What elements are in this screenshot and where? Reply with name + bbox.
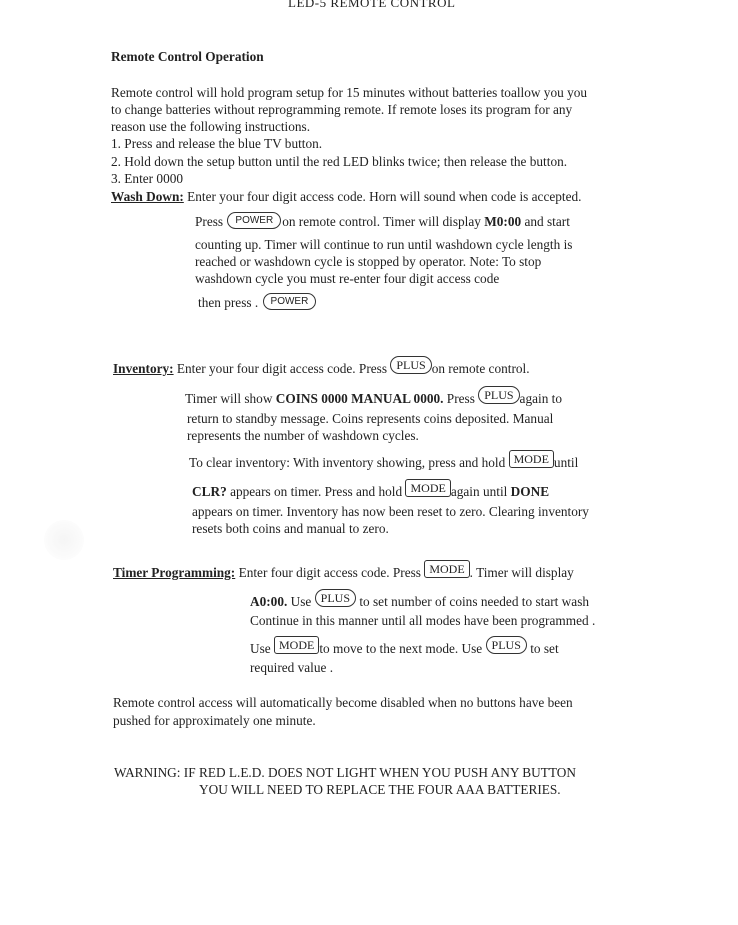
plus-button-icon-2: PLUS — [478, 386, 519, 404]
access-line-1: Remote control access will automatically become disabled when no buttons have been — [113, 695, 573, 710]
wash-down-label: Wash Down: — [111, 189, 184, 204]
inventory-line-1: Inventory: Enter your four digit access code. Press PLUS on remote control. — [113, 358, 530, 376]
wash-down-line-1: Wash Down: Enter your four digit access code. Horn will sound when code is accepted. — [111, 189, 582, 204]
timer-line-2: A0:00. Use PLUS to set number of coins needed to start wash — [250, 591, 590, 609]
wash-down-line-2: Press POWER on remote control. Timer will display M0:00 and start — [195, 214, 570, 229]
inventory-line-8: resets both coins and manual to zero. — [192, 521, 389, 536]
mode-button-icon-3: MODE — [424, 560, 469, 578]
inventory-line-5: To clear inventory: With inventory showing, press and hold MODE until — [189, 452, 579, 470]
section-title: Remote Control Operation — [111, 49, 264, 64]
plus-button-icon: PLUS — [390, 356, 431, 374]
warning-line-2: YOU WILL NEED TO REPLACE THE FOUR AAA BATTERIES. — [199, 782, 561, 797]
wash-down-line-4: reached or washdown cycle is stopped by operator. Note: To stop — [195, 254, 542, 269]
warning-line-1: WARNING: IF RED L.E.D. DOES NOT LIGHT WHEN YOU PUSH ANY BUTTON — [114, 765, 576, 780]
timer-programming-label: Timer Programming: — [113, 565, 236, 580]
inventory-line-6: CLR? appears on timer. Press and hold MODE again until DONE — [192, 481, 550, 499]
access-line-2: pushed for approximately one minute. — [113, 713, 316, 728]
mode-button-icon-2: MODE — [405, 479, 450, 497]
inventory-line-7: appears on timer. Inventory has now been reset to zero. Clearing inventory — [192, 504, 589, 519]
timer-line-1: Timer Programming: Enter four digit access code. Press MODE . Timer will display — [113, 562, 574, 580]
wash-down-line-3: counting up. Timer will continue to run until washdown cycle length is — [195, 237, 573, 252]
power-button-icon-2: POWER — [263, 293, 317, 310]
timer-line-4: Use MODE to move to the next mode. Use PLUS to set — [250, 638, 559, 656]
step-3: 3. Enter 0000 — [111, 171, 184, 186]
inventory-label: Inventory: — [113, 361, 174, 376]
intro-line-1: Remote control will hold program setup for 15 minutes without batteries toallow you you — [111, 85, 588, 100]
step-1: 1. Press and release the blue TV button. — [111, 136, 323, 151]
wash-down-line-5: washdown cycle you must re-enter four digit access code — [195, 271, 500, 286]
plus-button-icon-3: PLUS — [315, 589, 356, 607]
timer-line-3: Continue in this manner until all modes have been programmed . — [250, 613, 596, 628]
mode-button-icon-4: MODE — [274, 636, 319, 654]
intro-line-3: reason use the following instructions. — [111, 119, 311, 134]
inventory-line-2: Timer will show COINS 0000 MANUAL 0000. Press PLUS again to — [185, 388, 563, 406]
scan-smudge — [44, 520, 84, 560]
plus-button-icon-4: PLUS — [486, 636, 527, 654]
mode-button-icon: MODE — [509, 450, 554, 468]
power-button-icon: POWER — [227, 212, 281, 229]
timer-line-5: required value . — [250, 660, 334, 675]
inventory-line-3: return to standby message. Coins represents coins deposited. Manual — [187, 411, 554, 426]
intro-line-2: to change batteries without reprogramming remote. If remote loses its program for any — [111, 102, 573, 117]
step-2: 2. Hold down the setup button until the red LED blinks twice; then release the button. — [111, 154, 568, 169]
wash-down-line-6: then press . POWER — [198, 293, 317, 311]
inventory-line-4: represents the number of washdown cycles. — [187, 428, 419, 443]
page-header: LED-5 REMOTE CONTROL — [288, 0, 456, 10]
